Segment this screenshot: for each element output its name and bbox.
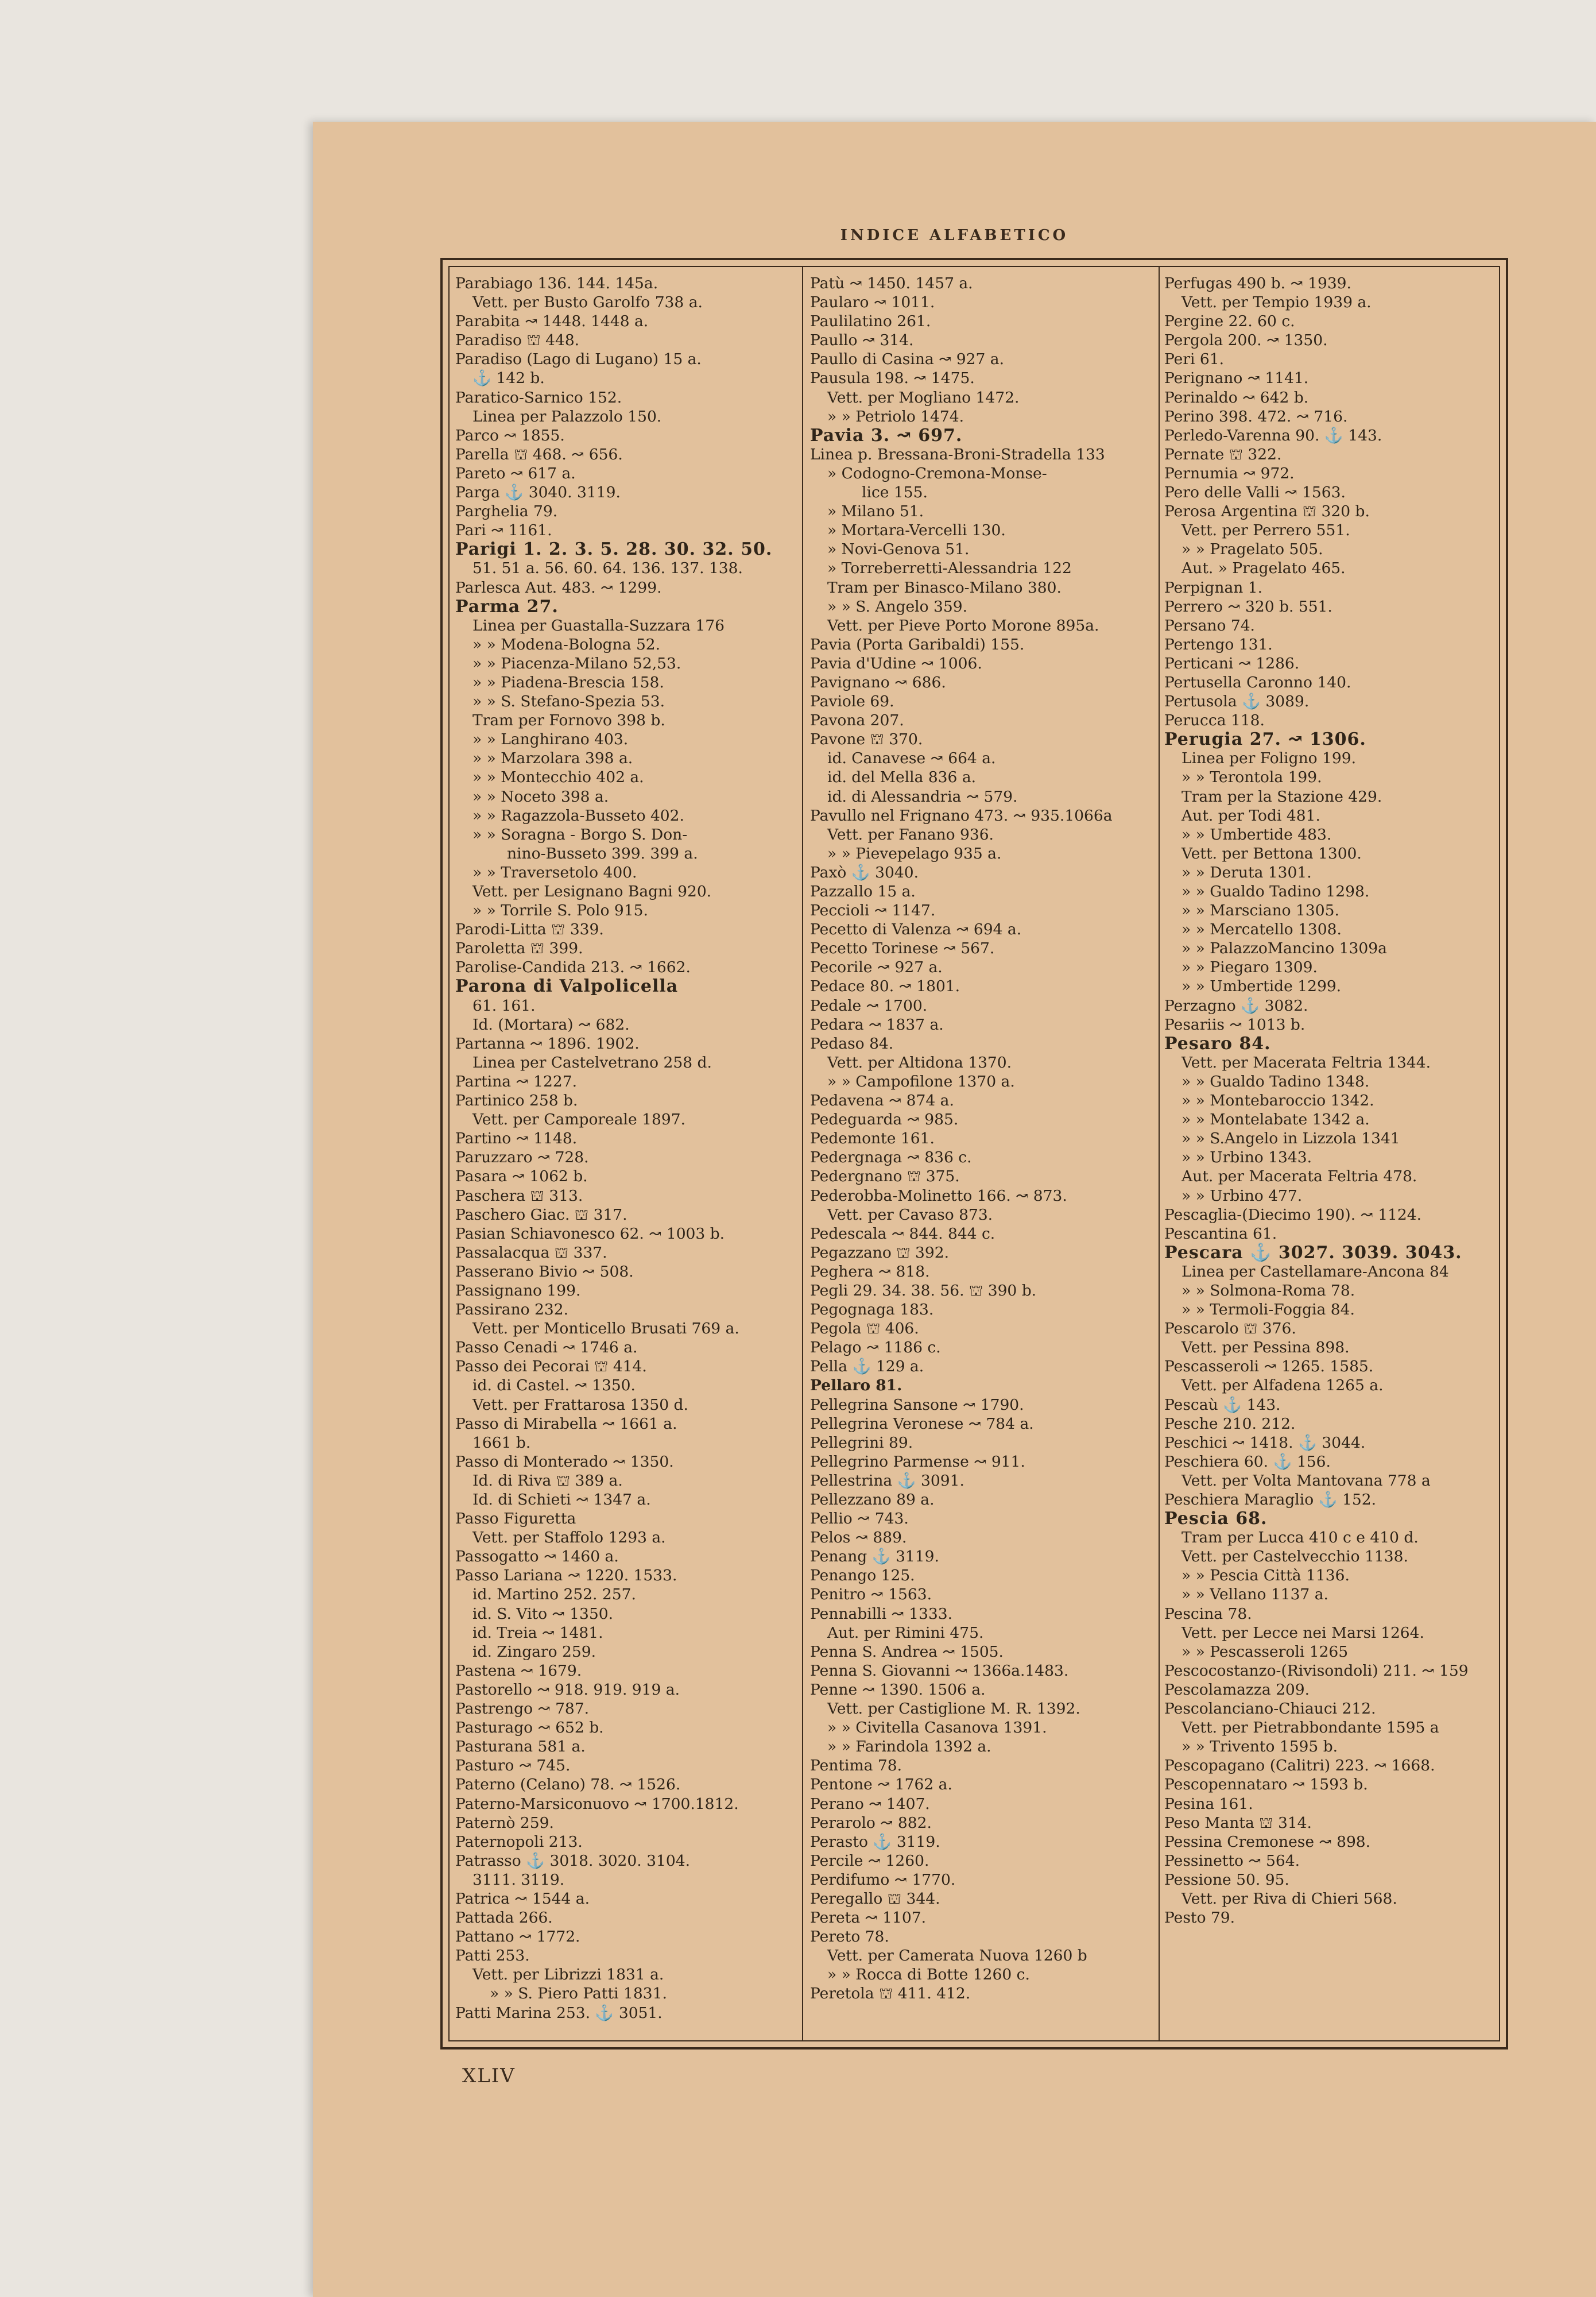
index-entry: Vett. per Castelvecchio 1138. xyxy=(1181,1548,1408,1566)
index-entry: Peregallo ⛫ 344. xyxy=(810,1889,940,1908)
index-entry: nino-Busseto 399. 399 a. xyxy=(507,844,698,863)
index-entry: Pasian Schiavonesco 62. ↝ 1003 b. xyxy=(455,1224,725,1243)
index-entry: » » Pragelato 505. xyxy=(1181,540,1323,559)
index-entry: Passo dei Pecorai ⛫ 414. xyxy=(455,1358,647,1376)
index-entry: Penang ⚓ 3119. xyxy=(810,1548,939,1566)
index-entry: » » Umbertide 483. xyxy=(1181,825,1332,844)
index-entry: Parella ⛫ 468. ↝ 656. xyxy=(455,445,623,463)
index-entry: » » S.Angelo in Lizzola 1341 xyxy=(1181,1130,1400,1148)
index-entry: Paradiso (Lago di Lugano) 15 a. xyxy=(455,350,702,369)
index-entry: » » Rocca di Botte 1260 c. xyxy=(827,1966,1030,1984)
index-entry: Paularo ↝ 1011. xyxy=(810,293,935,312)
index-entry: » » Termoli-Foggia 84. xyxy=(1181,1301,1355,1319)
index-entry: Paternò 259. xyxy=(455,1813,554,1832)
index-entry: Pelago ↝ 1186 c. xyxy=(810,1339,941,1357)
index-entry: Partino ↝ 1148. xyxy=(455,1130,578,1148)
index-entry: Partanna ↝ 1896. 1902. xyxy=(455,1034,640,1053)
index-entry: » » Farindola 1392 a. xyxy=(827,1738,991,1756)
index-entry: » Mortara-Vercelli 130. xyxy=(827,521,1006,540)
index-column-1 xyxy=(455,274,795,2036)
index-entry: id. Zingaro 259. xyxy=(472,1642,596,1661)
index-entry: Paruzzaro ↝ 728. xyxy=(455,1148,589,1167)
index-entry: » » Piacenza-Milano 52,53. xyxy=(472,654,681,672)
index-entry: Peretola ⛫ 411. 412. xyxy=(810,1985,971,2003)
index-entry: Passignano 199. xyxy=(455,1281,581,1300)
index-entry: Perdifumo ↝ 1770. xyxy=(810,1870,956,1889)
index-entry: Paradiso ⛫ 448. xyxy=(455,331,580,350)
index-entry: » » Montecchio 402 a. xyxy=(472,768,644,787)
index-entry: Parona di Valpolicella xyxy=(455,976,679,997)
index-entry: Peghera ↝ 818. xyxy=(810,1262,930,1281)
index-entry: Vett. per Cavaso 873. xyxy=(827,1205,993,1224)
index-entry: Perarolo ↝ 882. xyxy=(810,1813,932,1832)
index-entry: » » Petriolo 1474. xyxy=(827,407,964,426)
index-entry: Vett. per Busto Garolfo 738 a. xyxy=(472,293,703,312)
index-entry: Patti Marina 253. ⚓ 3051. xyxy=(455,2004,663,2022)
index-entry: Penitro ↝ 1563. xyxy=(810,1586,932,1604)
index-entry: » » Pescasseroli 1265 xyxy=(1181,1642,1349,1661)
index-entry: Vett. per Riva di Chieri 568. xyxy=(1181,1889,1397,1908)
index-entry: Vett. per Castiglione M. R. 1392. xyxy=(827,1700,1080,1718)
index-entry: Pentone ↝ 1762 a. xyxy=(810,1776,952,1794)
index-entry: Perfugas 490 b. ↝ 1939. xyxy=(1164,274,1351,292)
index-entry: Tram per Fornovo 398 b. xyxy=(472,711,665,730)
index-entry: Perucca 118. xyxy=(1164,711,1265,730)
index-entry: Perrero ↝ 320 b. 551. xyxy=(1164,597,1332,616)
index-entry: » » Solmona-Roma 78. xyxy=(1181,1281,1355,1300)
index-entry: Perino 398. 472. ↝ 716. xyxy=(1164,407,1348,426)
index-entry: Perinaldo ↝ 642 b. xyxy=(1164,388,1309,407)
column-rule-2 xyxy=(1159,267,1160,2040)
index-entry: Patrica ↝ 1544 a. xyxy=(455,1889,590,1908)
index-entry: » Novi-Genova 51. xyxy=(827,540,970,559)
index-entry: Peschiera 60. ⚓ 156. xyxy=(1164,1452,1331,1471)
index-entry: Pellezzano 89 a. xyxy=(810,1491,935,1509)
index-entry: » » Piadena-Brescia 158. xyxy=(472,673,664,691)
index-entry: Penna S. Giovanni ↝ 1366a.1483. xyxy=(810,1661,1069,1680)
index-entry: Vett. per Camerata Nuova 1260 b xyxy=(827,1947,1087,1965)
index-entry: Penango 125. xyxy=(810,1567,915,1585)
index-frame-inner xyxy=(448,266,1500,2041)
index-entry: Pedergnaga ↝ 836 c. xyxy=(810,1148,972,1167)
index-entry: Partinico 258 b. xyxy=(455,1092,578,1110)
index-entry: Pescopagano (Calitri) 223. ↝ 1668. xyxy=(1164,1757,1435,1775)
index-entry: Vett. per Frattarosa 1350 d. xyxy=(472,1395,688,1414)
index-entry: Pedeguarda ↝ 985. xyxy=(810,1111,959,1129)
index-entry: Patù ↝ 1450. 1457 a. xyxy=(810,274,973,292)
index-entry: Linea per Castellamare-Ancona 84 xyxy=(1181,1262,1449,1281)
index-entry: Pella ⚓ 129 a. xyxy=(810,1358,924,1376)
index-entry: Paroletta ⛫ 399. xyxy=(455,939,583,958)
index-entry: Pedergnano ⛫ 375. xyxy=(810,1167,960,1186)
index-entry: Passo Lariana ↝ 1220. 1533. xyxy=(455,1567,677,1585)
index-entry: Parco ↝ 1855. xyxy=(455,426,565,444)
index-entry: Linea per Palazzolo 150. xyxy=(472,407,662,426)
index-entry: Passirano 232. xyxy=(455,1301,569,1319)
index-entry: Paratico-Sarnico 152. xyxy=(455,388,622,407)
index-entry: Paschero Giac. ⛫ 317. xyxy=(455,1205,627,1224)
index-entry: Peccioli ↝ 1147. xyxy=(810,902,936,920)
index-entry: Vett. per Tempio 1939 a. xyxy=(1181,293,1372,312)
index-entry: Parma 27. xyxy=(455,596,559,617)
index-entry: Pescara ⚓ 3027. 3039. 3043. xyxy=(1164,1242,1462,1263)
index-entry: Pavia (Porta Garibaldi) 155. xyxy=(810,635,1025,653)
index-entry: » » S. Piero Patti 1831. xyxy=(490,1985,667,2003)
index-entry: 3111. 3119. xyxy=(472,1870,565,1889)
index-entry: Pentima 78. xyxy=(810,1757,902,1775)
index-entry: Patti 253. xyxy=(455,1947,530,1965)
index-entry: Parlesca Aut. 483. ↝ 1299. xyxy=(455,578,662,597)
index-entry: » » Traversetolo 400. xyxy=(472,863,637,881)
index-entry: » Torreberretti-Alessandria 122 xyxy=(827,559,1072,578)
index-entry: Pelos ↝ 889. xyxy=(810,1529,907,1547)
index-entry: Pedara ↝ 1837 a. xyxy=(810,1015,944,1034)
index-entry: » » S. Angelo 359. xyxy=(827,597,968,616)
index-entry: Aut. per Macerata Feltria 478. xyxy=(1181,1167,1417,1186)
index-entry: » » Montelabate 1342 a. xyxy=(1181,1111,1370,1129)
index-entry: Id. di Riva ⛫ 389 a. xyxy=(472,1471,623,1490)
index-entry: id. di Castel. ↝ 1350. xyxy=(472,1376,636,1395)
index-entry: Linea p. Bressana-Broni-Stradella 133 xyxy=(810,445,1105,463)
index-entry: Pesina 161. xyxy=(1164,1795,1253,1813)
index-entry: Passo di Monterado ↝ 1350. xyxy=(455,1452,674,1471)
index-entry: » » Deruta 1301. xyxy=(1181,863,1312,881)
index-column-2 xyxy=(810,274,1155,2036)
index-entry: Vett. per Alfadena 1265 a. xyxy=(1181,1376,1384,1395)
index-entry: » » Vellano 1137 a. xyxy=(1181,1586,1328,1604)
index-entry: Vett. per Lecce nei Marsi 1264. xyxy=(1181,1623,1424,1642)
index-entry: Pecetto di Valenza ↝ 694 a. xyxy=(810,921,1022,939)
index-entry: Pescolanciano-Chiauci 212. xyxy=(1164,1700,1376,1718)
index-entry: Pescocostanzo-(Rivisondoli) 211. ↝ 159 xyxy=(1164,1661,1469,1680)
index-entry: » » Urbino 1343. xyxy=(1181,1148,1312,1167)
index-entry: Pellegrina Veronese ↝ 784 a. xyxy=(810,1414,1034,1433)
index-entry: Pescopennataro ↝ 1593 b. xyxy=(1164,1776,1368,1794)
index-entry: Vett. per Altidona 1370. xyxy=(827,1053,1012,1072)
index-entry: Vett. per Librizzi 1831 a. xyxy=(472,1966,664,1984)
index-entry: Pastrengo ↝ 787. xyxy=(455,1700,590,1718)
index-entry: Patrasso ⚓ 3018. 3020. 3104. xyxy=(455,1851,690,1870)
index-entry: » » Gualdo Tadino 1298. xyxy=(1181,883,1370,900)
index-entry: » » Campofilone 1370 a. xyxy=(827,1072,1015,1091)
index-entry: » » Pievepelago 935 a. xyxy=(827,844,1002,863)
index-entry: 1661 b. xyxy=(472,1433,531,1452)
index-entry: ⚓ 142 b. xyxy=(472,369,545,388)
index-entry: Pereta ↝ 1107. xyxy=(810,1909,927,1927)
index-entry: Tram per Lucca 410 c e 410 d. xyxy=(1181,1529,1419,1547)
index-entry: Vett. per Bettona 1300. xyxy=(1181,844,1362,863)
index-entry: Pasturago ↝ 652 b. xyxy=(455,1719,604,1737)
index-entry: Penne ↝ 1390. 1506 a. xyxy=(810,1680,986,1699)
index-entry: Id. di Schieti ↝ 1347 a. xyxy=(472,1491,651,1509)
index-entry: Pereto 78. xyxy=(810,1928,889,1946)
index-entry: Pero delle Valli ↝ 1563. xyxy=(1164,484,1346,502)
index-entry: Pederobba-Molinetto 166. ↝ 873. xyxy=(810,1186,1067,1205)
index-entry: Passo Cenadi ↝ 1746 a. xyxy=(455,1339,638,1357)
index-entry: Pergine 22. 60 c. xyxy=(1164,312,1295,331)
index-entry: Tram per la Stazione 429. xyxy=(1181,787,1382,806)
index-entry: Perticani ↝ 1286. xyxy=(1164,654,1300,672)
index-entry: Pavia 3. ↝ 697. xyxy=(810,425,963,446)
index-entry: Pellegrino Parmense ↝ 911. xyxy=(810,1452,1025,1471)
index-entry: Perpignan 1. xyxy=(1164,578,1263,597)
index-entry: Pausula 198. ↝ 1475. xyxy=(810,369,975,388)
index-entry: » » Civitella Casanova 1391. xyxy=(827,1719,1047,1737)
index-entry: Pescarolo ⛫ 376. xyxy=(1164,1320,1296,1338)
index-entry: Passogatto ↝ 1460 a. xyxy=(455,1548,619,1566)
book-page xyxy=(313,122,1596,2297)
index-entry: » » Mercatello 1308. xyxy=(1181,921,1342,939)
index-entry: Pescaglia-(Diecimo 190). ↝ 1124. xyxy=(1164,1205,1422,1224)
index-entry: » » Gualdo Tadino 1348. xyxy=(1181,1072,1370,1091)
index-entry: Perignano ↝ 1141. xyxy=(1164,369,1309,388)
index-entry: Pesariis ↝ 1013 b. xyxy=(1164,1015,1306,1034)
index-entry: Pedescala ↝ 844. 844 c. xyxy=(810,1224,995,1243)
index-entry: Pescasseroli ↝ 1265. 1585. xyxy=(1164,1358,1374,1376)
index-entry: » » Piegaro 1309. xyxy=(1181,958,1318,977)
index-entry: » » PalazzoMancino 1309a xyxy=(1181,939,1387,958)
index-entry: » » S. Stefano-Spezia 53. xyxy=(472,693,665,711)
index-entry: Pedaso 84. xyxy=(810,1034,894,1053)
index-entry: Pedemonte 161. xyxy=(810,1130,935,1148)
index-entry: Paxò ⚓ 3040. xyxy=(810,863,919,881)
index-entry: Pattano ↝ 1772. xyxy=(455,1928,580,1946)
index-entry: Pavone ⛫ 370. xyxy=(810,730,923,749)
index-entry: Vett. per Lesignano Bagni 920. xyxy=(472,883,712,900)
index-entry: Parabiago 136. 144. 145a. xyxy=(455,274,658,292)
index-entry: Pescolamazza 209. xyxy=(1164,1680,1310,1699)
index-entry: Pegli 29. 34. 38. 56. ⛫ 390 b. xyxy=(810,1281,1037,1300)
index-entry: Pellio ↝ 743. xyxy=(810,1510,909,1528)
index-entry: id. S. Vito ↝ 1350. xyxy=(472,1604,614,1623)
index-entry: » » Soragna - Borgo S. Don- xyxy=(472,825,688,844)
index-entry: Vett. per Pieve Porto Morone 895a. xyxy=(827,616,1099,635)
index-entry: Pertusella Caronno 140. xyxy=(1164,673,1351,691)
index-entry: Linea per Foligno 199. xyxy=(1181,749,1357,768)
index-entry: Pasturo ↝ 745. xyxy=(455,1757,571,1775)
index-entry: Aut. per Todi 481. xyxy=(1181,806,1320,825)
index-entry: 61. 161. xyxy=(472,996,536,1015)
index-entry: Peri 61. xyxy=(1164,350,1225,369)
index-column-3 xyxy=(1164,274,1505,2036)
index-entry: Paterno-Marsiconuovo ↝ 1700.1812. xyxy=(455,1795,739,1813)
index-entry: lice 155. xyxy=(862,484,928,502)
index-entry: » » Umbertide 1299. xyxy=(1181,977,1342,996)
index-entry: Aut. » Pragelato 465. xyxy=(1181,559,1346,578)
index-entry: Peso Manta ⛫ 314. xyxy=(1164,1813,1312,1832)
index-entry: » » Ragazzola-Busseto 402. xyxy=(472,806,684,825)
index-entry: Pellegrini 89. xyxy=(810,1433,913,1452)
index-entry: Pedavena ↝ 874 a. xyxy=(810,1092,954,1110)
index-entry: id. Martino 252. 257. xyxy=(472,1586,636,1604)
index-entry: Linea per Guastalla-Suzzara 176 xyxy=(472,616,725,635)
index-entry: Perosa Argentina ⛫ 320 b. xyxy=(1164,502,1370,521)
index-entry: id. Canavese ↝ 664 a. xyxy=(827,749,996,768)
index-entry: Parodi-Litta ⛫ 339. xyxy=(455,921,604,939)
index-entry: Persano 74. xyxy=(1164,616,1255,635)
index-entry: Vett. per Mogliano 1472. xyxy=(827,388,1020,407)
index-entry: Parga ⚓ 3040. 3119. xyxy=(455,484,621,502)
index-entry: Perano ↝ 1407. xyxy=(810,1795,930,1813)
index-entry: id. Treia ↝ 1481. xyxy=(472,1623,603,1642)
index-entry: Paullo di Casina ↝ 927 a. xyxy=(810,350,1004,369)
index-entry: Perasto ⚓ 3119. xyxy=(810,1832,940,1851)
index-entry: Tram per Binasco-Milano 380. xyxy=(827,578,1062,597)
index-entry: Pellegrina Sansone ↝ 1790. xyxy=(810,1395,1024,1414)
index-entry: Passerano Bivio ↝ 508. xyxy=(455,1262,634,1281)
index-entry: Pavia d'Udine ↝ 1006. xyxy=(810,654,982,672)
index-entry: » » Trivento 1595 b. xyxy=(1181,1738,1338,1756)
index-entry: » » Terontola 199. xyxy=(1181,768,1322,787)
index-entry: Passo Figuretta xyxy=(455,1510,576,1528)
running-head: INDICE ALFABETICO xyxy=(840,227,1069,244)
index-entry: Pegazzano ⛫ 392. xyxy=(810,1243,950,1262)
index-entry: Pavullo nel Frignano 473. ↝ 935.1066a xyxy=(810,806,1113,825)
index-entry: Linea per Castelvetrano 258 d. xyxy=(472,1053,712,1072)
index-entry: Paullo ↝ 314. xyxy=(810,331,914,350)
index-entry: Pernumia ↝ 972. xyxy=(1164,464,1295,482)
index-entry: Vett. per Pessina 898. xyxy=(1181,1339,1350,1357)
index-entry: Pavignano ↝ 686. xyxy=(810,673,946,691)
index-entry: Pavona 207. xyxy=(810,711,904,730)
index-entry: Peschiera Maraglio ⚓ 152. xyxy=(1164,1491,1376,1509)
index-entry: Pecetto Torinese ↝ 567. xyxy=(810,939,995,958)
index-entry: Pescaù ⚓ 143. xyxy=(1164,1395,1281,1414)
index-entry: Pareto ↝ 617 a. xyxy=(455,464,576,482)
index-entry: » Milano 51. xyxy=(827,502,924,521)
index-entry: Pennabilli ↝ 1333. xyxy=(810,1604,953,1623)
index-entry: Pescia 68. xyxy=(1164,1509,1268,1529)
index-entry: Pergola 200. ↝ 1350. xyxy=(1164,331,1328,350)
index-entry: Penna S. Andrea ↝ 1505. xyxy=(810,1642,1004,1661)
index-frame xyxy=(440,258,1508,2049)
index-entry: id. di Alessandria ↝ 579. xyxy=(827,787,1018,806)
index-entry: Vett. per Staffolo 1293 a. xyxy=(472,1529,666,1547)
column-rule-1 xyxy=(802,267,803,2040)
index-entry: Parghelia 79. xyxy=(455,502,558,521)
index-entry: Pessione 50. 95. xyxy=(1164,1870,1289,1889)
index-entry: Pertengo 131. xyxy=(1164,635,1273,653)
index-entry: Perzagno ⚓ 3082. xyxy=(1164,996,1308,1015)
index-entry: Vett. per Perrero 551. xyxy=(1181,521,1350,540)
index-entry: » » Modena-Bologna 52. xyxy=(472,635,661,653)
index-entry: Paviole 69. xyxy=(810,693,894,711)
index-entry: Pedale ↝ 1700. xyxy=(810,996,928,1015)
index-entry: Passalacqua ⛫ 337. xyxy=(455,1243,607,1262)
index-entry: Vett. per Pietrabbondante 1595 a xyxy=(1181,1719,1439,1737)
index-entry: Pesaro 84. xyxy=(1164,1033,1271,1054)
index-entry: Pecorile ↝ 927 a. xyxy=(810,958,943,977)
index-entry: Pellestrina ⚓ 3091. xyxy=(810,1471,964,1490)
index-entry: » » Pescia Città 1136. xyxy=(1181,1567,1350,1585)
index-entry: Parigi 1. 2. 3. 5. 28. 30. 32. 50. xyxy=(455,539,773,560)
index-entry: Vett. per Monticello Brusati 769 a. xyxy=(472,1320,739,1338)
index-entry: » » Marzolara 398 a. xyxy=(472,749,633,768)
index-entry: » » Urbino 477. xyxy=(1181,1186,1303,1205)
index-entry: Vett. per Volta Mantovana 778 a xyxy=(1181,1471,1431,1490)
index-entry: Pesche 210. 212. xyxy=(1164,1414,1296,1433)
index-entry: Vett. per Fanano 936. xyxy=(827,825,994,844)
index-entry: Peschici ↝ 1418. ⚓ 3044. xyxy=(1164,1433,1366,1452)
index-entry: Perugia 27. ↝ 1306. xyxy=(1164,729,1366,750)
index-entry: Pastena ↝ 1679. xyxy=(455,1661,582,1680)
index-entry: Id. (Mortara) ↝ 682. xyxy=(472,1015,630,1034)
index-entry: Paulilatino 261. xyxy=(810,312,931,331)
index-entry: Pescantina 61. xyxy=(1164,1224,1277,1243)
index-entry: Pegola ⛫ 406. xyxy=(810,1320,919,1338)
index-entry: Aut. per Rimini 475. xyxy=(827,1623,984,1642)
index-entry: Pesto 79. xyxy=(1164,1909,1235,1927)
index-entry: Vett. per Camporeale 1897. xyxy=(472,1111,685,1129)
index-entry: Pessina Cremonese ↝ 898. xyxy=(1164,1832,1371,1851)
index-entry: » » Langhirano 403. xyxy=(472,730,629,749)
index-entry: » » Montebaroccio 1342. xyxy=(1181,1092,1374,1110)
index-entry: » Codogno-Cremona-Monse- xyxy=(827,464,1047,482)
index-entry: Pernate ⛫ 322. xyxy=(1164,445,1282,463)
index-entry: Partina ↝ 1227. xyxy=(455,1072,578,1091)
index-entry: Pari ↝ 1161. xyxy=(455,521,552,540)
index-entry: Pasturana 581 a. xyxy=(455,1738,586,1756)
index-entry: Paschera ⛫ 313. xyxy=(455,1186,583,1205)
index-entry: Pegognaga 183. xyxy=(810,1301,934,1319)
index-entry: id. del Mella 836 a. xyxy=(827,768,977,787)
index-entry: » » Torrile S. Polo 915. xyxy=(472,902,648,920)
index-entry: Pazzallo 15 a. xyxy=(810,883,916,900)
index-entry: Parolise-Candida 213. ↝ 1662. xyxy=(455,958,691,977)
index-entry: Pertusola ⚓ 3089. xyxy=(1164,693,1310,711)
index-entry: Pattada 266. xyxy=(455,1909,553,1927)
index-entry: Pessinetto ↝ 564. xyxy=(1164,1851,1300,1870)
index-entry: Perledo-Varenna 90. ⚓ 143. xyxy=(1164,426,1382,444)
index-entry: 51. 51 a. 56. 60. 64. 136. 137. 138. xyxy=(472,559,743,578)
page-number: XLIV xyxy=(462,2064,516,2087)
index-entry: » » Noceto 398 a. xyxy=(472,787,609,806)
index-entry: » » Marsciano 1305. xyxy=(1181,902,1339,920)
index-entry: Pastorello ↝ 918. 919. 919 a. xyxy=(455,1680,680,1699)
index-entry: Parabita ↝ 1448. 1448 a. xyxy=(455,312,649,331)
index-entry: Pescina 78. xyxy=(1164,1604,1252,1623)
index-entry: Percile ↝ 1260. xyxy=(810,1851,929,1870)
index-entry: Passo di Mirabella ↝ 1661 a. xyxy=(455,1414,677,1433)
index-entry: Paterno (Celano) 78. ↝ 1526. xyxy=(455,1776,681,1794)
index-entry: Pedace 80. ↝ 1801. xyxy=(810,977,960,996)
index-entry: Pasara ↝ 1062 b. xyxy=(455,1167,588,1186)
index-entry: Vett. per Macerata Feltria 1344. xyxy=(1181,1053,1431,1072)
index-entry: Paternopoli 213. xyxy=(455,1832,583,1851)
index-entry: Pellaro 81. xyxy=(810,1376,902,1395)
